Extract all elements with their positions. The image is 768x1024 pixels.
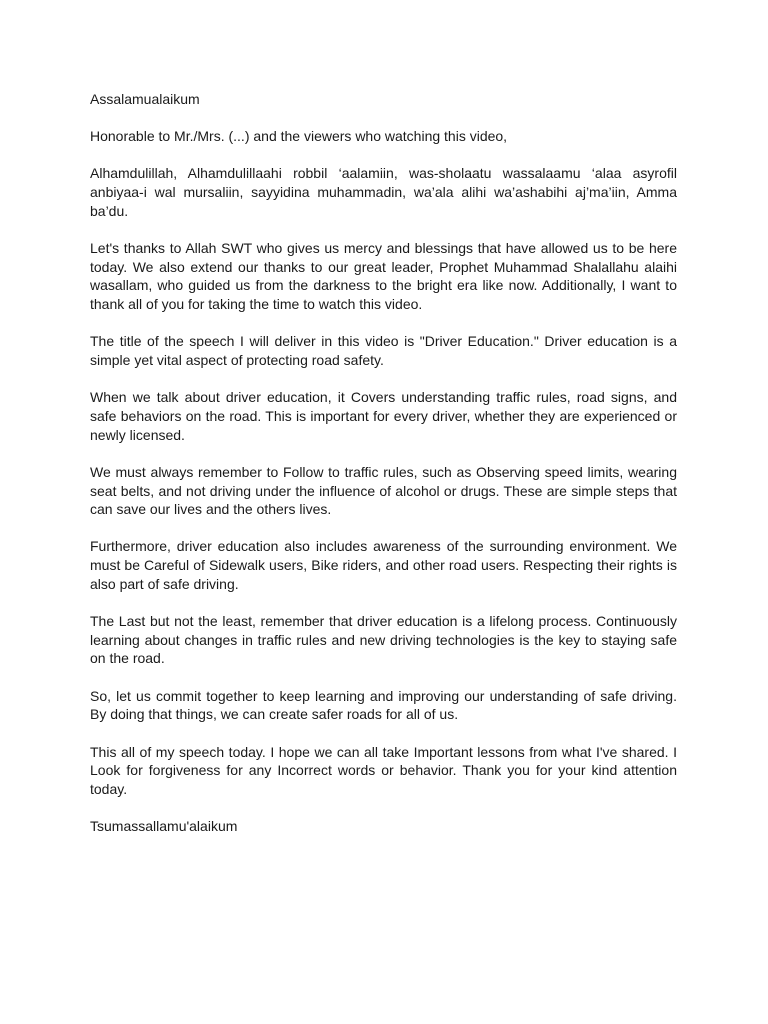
opening-prayer-paragraph: Alhamdulillah, Alhamdulillaahi robbil ‘aalamiin, was-sholaatu wassalaamu ‘alaa asyrofil anbiyaa-i wal mursaliin, sayyidina muhammadin, wa’ala alihi wa’ashabihi aj’ma’iin, Amma ba’du. bbox=[90, 165, 677, 219]
driver-education-paragraph: When we talk about driver education, it Covers understanding traffic rules, road signs, and safe behaviors on the road. This is important for every driver, whether they are experienced or newly licensed. bbox=[90, 389, 677, 443]
lifelong-process-paragraph: The Last but not the least, remember that driver education is a lifelong process. Continuously learning about changes in traffic rules and new driving technologies is the key to staying safe on the road. bbox=[90, 613, 677, 667]
closing-paragraph: This all of my speech today. I hope we can all take Important lessons from what I've shared. I Look for forgiveness for any Incorrect words or behavior. Thank you for your kind attention today. bbox=[90, 743, 677, 797]
commitment-paragraph: So, let us commit together to keep learning and improving our understanding of safe driving. By doing that things, we can create safer roads for all of us. bbox=[90, 687, 677, 723]
thanks-paragraph: Let's thanks to Allah SWT who gives us mercy and blessings that have allowed us to be here today. We also extend our thanks to our great leader, Prophet Muhammad Shalallahu alaihi wasallam, who guided us from the darkness to the bright era like now. Additionally, I want to thank all of you for taking the time to watch this video. bbox=[90, 240, 677, 313]
greeting-closing: Tsumassallamu'alaikum bbox=[90, 818, 238, 835]
traffic-rules-paragraph: We must always remember to Follow to traffic rules, such as Observing speed limits, wearing seat belts, and not driving under the influence of alcohol or drugs. These are simple steps that can save our lives and the others lives. bbox=[90, 463, 677, 518]
document-page bbox=[90, 90, 677, 854]
greeting-opening: Assalamualaikum bbox=[90, 91, 200, 107]
speech-title-paragraph: The title of the speech I will deliver in this video is "Driver Education." Driver education is a simple yet vital aspect of protecting road safety. bbox=[90, 333, 677, 369]
salutation-paragraph: Honorable to Mr./Mrs. (...) and the viewers who watching this video, bbox=[90, 128, 508, 145]
environment-awareness-paragraph: Furthermore, driver education also includes awareness of the surrounding environment. We must be Careful of Sidewalk users, Bike riders, and other road users. Respecting their rights is also part of safe driving. bbox=[90, 538, 677, 592]
